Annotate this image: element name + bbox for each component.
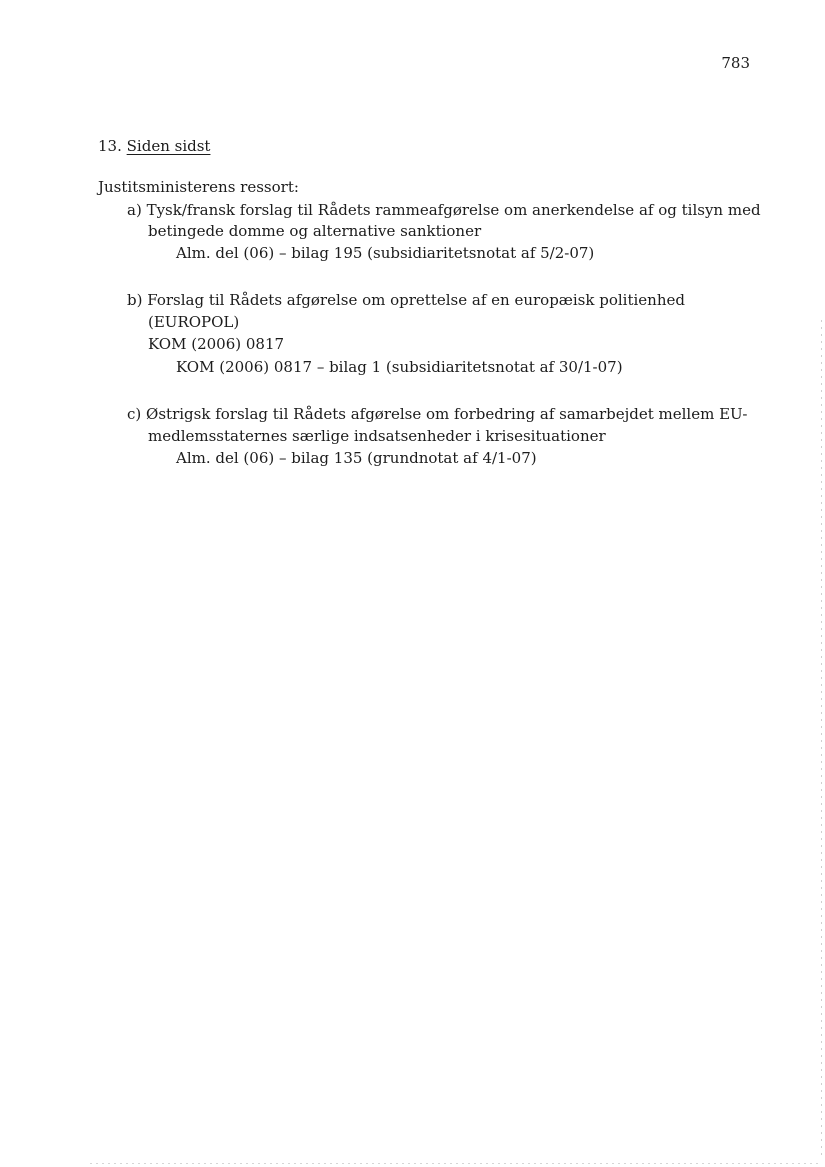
item-a-text-1: Tysk/fransk forslag til Rådets rammeafgørelse om anerkendelse af og tilsyn med	[146, 201, 761, 219]
item-c-ref: Alm. del (06) – bilag 135 (grundnotat af 4/1-07)	[176, 449, 537, 467]
item-a-ref: Alm. del (06) – bilag 195 (subsidiaritetsnotat af 5/2-07)	[176, 244, 595, 262]
item-b-ref: KOM (2006) 0817 – bilag 1 (subsidiaritetsnotat af 30/1-07)	[176, 358, 623, 376]
item-b-text-3: KOM (2006) 0817	[148, 335, 285, 353]
item-a-marker: a)	[127, 201, 142, 219]
item-b-first-line	[127, 290, 685, 310]
section-heading	[98, 137, 210, 155]
page-number: 783	[721, 54, 750, 72]
ressort-heading: Justitsministerens ressort:	[98, 178, 299, 196]
item-b-text-1: Forslag til Rådets afgørelse om oprettelse af en europæisk politienhed	[147, 291, 685, 309]
item-c-marker: c)	[127, 405, 142, 423]
section-number: 13.	[98, 137, 122, 155]
item-a-text-2: betingede domme og alternative sanktioner	[148, 222, 482, 240]
item-c-text-1: Østrigsk forslag til Rådets afgørelse om forbedring af samarbejdet mellem EU-	[146, 405, 748, 423]
item-a-first-line	[127, 200, 761, 220]
item-b-text-2: (EUROPOL)	[148, 313, 240, 331]
item-c-first-line	[127, 404, 747, 424]
item-b-marker: b)	[127, 291, 143, 309]
section-title: Siden sidst	[126, 137, 211, 155]
scan-edge-mark	[821, 320, 822, 1160]
scan-bottom-mark	[90, 1163, 820, 1164]
item-c-text-2: medlemsstaternes særlige indsatsenheder i krisesituationer	[148, 427, 606, 445]
